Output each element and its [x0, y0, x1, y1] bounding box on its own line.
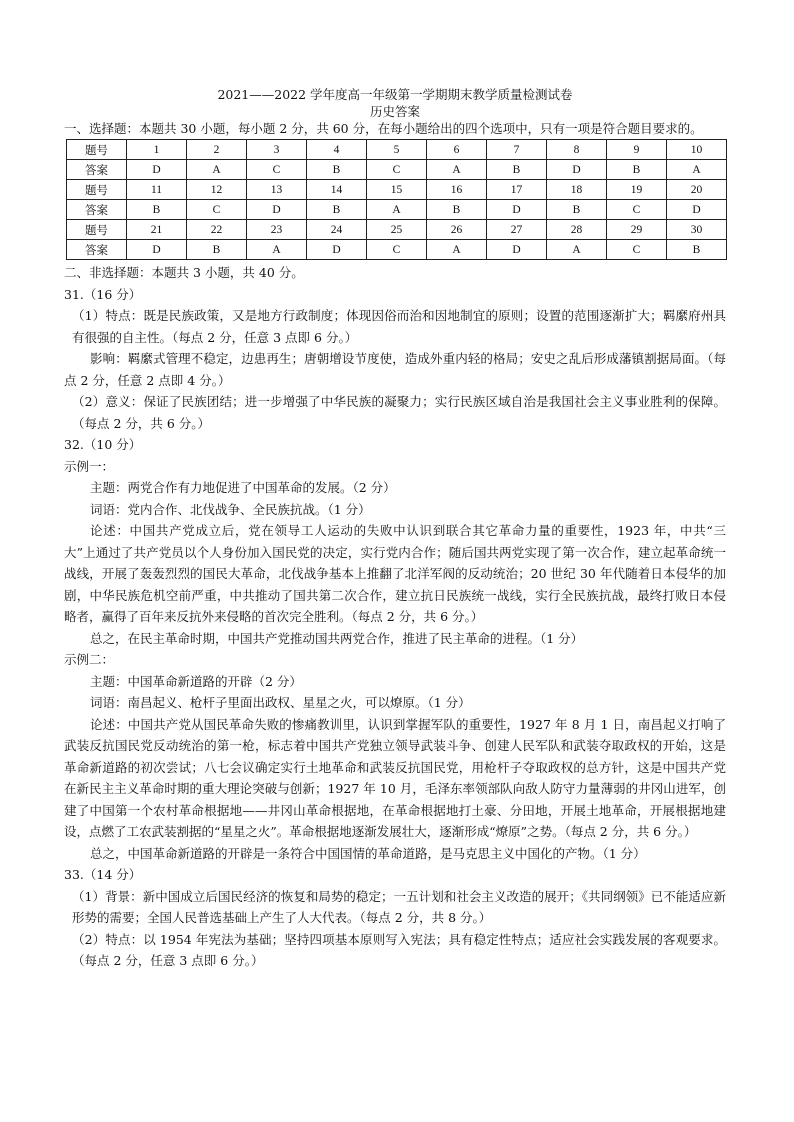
- question-number: 13: [247, 180, 307, 200]
- answer-cell: B: [427, 200, 487, 220]
- question-number: 24: [307, 220, 367, 240]
- question-number: 15: [367, 180, 427, 200]
- question-number: 3: [247, 140, 307, 160]
- question-number: 9: [607, 140, 667, 160]
- question-number: 28: [547, 220, 607, 240]
- answer-row: [67, 160, 727, 180]
- answer-row: [67, 240, 727, 260]
- answer-cell: D: [307, 240, 367, 260]
- question-number: 14: [307, 180, 367, 200]
- question-number: 12: [187, 180, 247, 200]
- q31-part1: （1）特点：既是民族政策，又是地方行政制度；体现因俗而治和因地制宜的原则；设置的范围逐渐扩大；羁縻府州具有很强的自主性。（每点 2 分，任意 3 点即 6 分。）: [72, 308, 726, 345]
- question-number: 4: [307, 140, 367, 160]
- question-number: 21: [127, 220, 187, 240]
- answer-cell: D: [247, 200, 307, 220]
- answer-cell: D: [127, 160, 187, 180]
- q32-example1-argument: 论述：中国共产党成立后，党在领导工人运动的失败中认识到联合其它革命力量的重要性，1923 年，中共“三大”上通过了共产党员以个人身份加入国民党的决定，实行党内合作；随后国共两党实现了第一次合作，建立起革命统一战线，开展了轰轰烈烈的国民大革命，北伐战争基本上推翻了北洋军阀的反动统治；20 世纪 30 年代随着日本侵华的加剧，中华民族危机空前严重，中共推动了国共第二次合作，建立抗日民族统一战线，实行全民族抗战，最终打败日本侵略者，赢得了百年来反抗外来侵略的首次完全胜利。（每点 2 分，共 6 分。）: [64, 523, 726, 624]
- answer-cell: D: [487, 200, 547, 220]
- question-number: 27: [487, 220, 547, 240]
- question-number: 16: [427, 180, 487, 200]
- q32-example1-theme: 主题：两党合作有力地促进了中国革命的发展。（2 分）: [90, 480, 396, 495]
- answer-row: [67, 200, 727, 220]
- answer-cell: B: [487, 160, 547, 180]
- answer-cell: B: [127, 200, 187, 220]
- answer-cell: C: [187, 200, 247, 220]
- answer-table: [66, 139, 727, 260]
- question-number: 7: [487, 140, 547, 160]
- row-label-answer: 答案: [67, 200, 127, 220]
- answer-cell: C: [607, 240, 667, 260]
- answer-cell: C: [367, 160, 427, 180]
- q33-heading: 33.（14 分）: [64, 867, 142, 882]
- question-number-row: [67, 140, 727, 160]
- q32-example2-words: 词语：南昌起义、枪杆子里面出政权、星星之火，可以燎原。（1 分）: [90, 695, 471, 710]
- question-number: 18: [547, 180, 607, 200]
- answer-cell: A: [247, 240, 307, 260]
- answer-cell: A: [367, 200, 427, 220]
- q32-example2-summary: 总之，中国革命新道路的开辟是一条符合中国国情的革命道路，是马克思主义中国化的产物。（1 分）: [90, 845, 646, 861]
- answer-cell: B: [307, 200, 367, 220]
- q32-heading: 32.（10 分）: [64, 437, 142, 452]
- row-label-question: 题号: [67, 180, 127, 200]
- answer-cell: A: [187, 160, 247, 180]
- question-number: 10: [667, 140, 727, 160]
- part1-instructions: 一、选择题：本题共 30 小题，每小题 2 分，共 60 分，在每小题给出的四个选项中，只有一项是符合题目要求的。: [64, 121, 703, 136]
- question-number: 5: [367, 140, 427, 160]
- q32-example1-summary: 总之，在民主革命时期，中国共产党推动国共两党合作，推进了民主革命的进程。（1 分）: [90, 630, 584, 646]
- answer-cell: D: [547, 160, 607, 180]
- answer-cell: C: [367, 240, 427, 260]
- answer-sheet: [64, 86, 726, 972]
- question-number-row: [67, 220, 727, 240]
- question-number: 25: [367, 220, 427, 240]
- answer-cell: A: [547, 240, 607, 260]
- question-number: 29: [607, 220, 667, 240]
- q32-example2-label: 示例二：: [64, 652, 115, 667]
- q32-example2-theme: 主题：中国革命新道路的开辟（2 分）: [90, 673, 302, 689]
- q33-part2: （2）特点：以 1954 年宪法为基础；坚持四项基本原则写入宪法；具有稳定性特点；适应社会实践发展的客观要求。（每点 2 分，任意 3 点即 6 分。）: [72, 931, 726, 968]
- answer-cell: B: [667, 240, 727, 260]
- answer-cell: A: [667, 160, 727, 180]
- question-number: 17: [487, 180, 547, 200]
- question-number: 30: [667, 220, 727, 240]
- row-label-answer: 答案: [67, 160, 127, 180]
- q32-example1-label: 示例一：: [64, 458, 115, 474]
- question-number: 19: [607, 180, 667, 200]
- exam-title: 2021——2022 学年度高一年级第一学期期末教学质量检测试卷: [217, 87, 573, 102]
- answer-cell: A: [427, 240, 487, 260]
- question-number: 11: [127, 180, 187, 200]
- row-label-question: 题号: [67, 140, 127, 160]
- answer-cell: A: [427, 160, 487, 180]
- answer-cell: B: [607, 160, 667, 180]
- answer-cell: B: [187, 240, 247, 260]
- q31-part2: （2）意义：保证了民族团结；进一步增强了中华民族的凝聚力；实行民族区域自治是我国社会主义事业胜利的保障。（每点 2 分，共 6 分。）: [72, 394, 726, 431]
- q31-heading: 31.（16 分）: [64, 286, 142, 302]
- question-number: 1: [127, 140, 187, 160]
- answer-cell: D: [487, 240, 547, 260]
- q33-part1: （1）背景：新中国成立后国民经济的恢复和局势的稳定；一五计划和社会主义改造的展开；《共同纲领》已不能适应新形势的需要；全国人民普选基础上产生了人大代表。（每点 2 分，共 8 分。）: [72, 888, 726, 925]
- question-number: 20: [667, 180, 727, 200]
- row-label-answer: 答案: [67, 240, 127, 260]
- part2-instructions: 二、非选择题：本题共 3 小题，共 40 分。: [64, 265, 304, 280]
- answer-cell: B: [307, 160, 367, 180]
- answer-cell: B: [547, 200, 607, 220]
- exam-subtitle: 历史答案: [369, 104, 420, 119]
- answer-cell: C: [607, 200, 667, 220]
- q31-influence: 影响：羁縻式管理不稳定，边患再生；唐朝增设节度使，造成外重内轻的格局；安史之乱后形成藩镇割据局面。（每点 2 分，任意 2 点即 4 分。）: [64, 351, 726, 388]
- question-number: 8: [547, 140, 607, 160]
- answer-cell: C: [247, 160, 307, 180]
- question-number: 6: [427, 140, 487, 160]
- q32-example1-words: 词语：党内合作、北伐战争、全民族抗战。（1 分）: [90, 501, 371, 517]
- question-number: 22: [187, 220, 247, 240]
- question-number-row: [67, 180, 727, 200]
- answer-cell: D: [127, 240, 187, 260]
- answer-cell: D: [667, 200, 727, 220]
- question-number: 2: [187, 140, 247, 160]
- row-label-question: 题号: [67, 220, 127, 240]
- question-number: 26: [427, 220, 487, 240]
- q32-example2-argument: 论述：中国共产党从国民革命失败的惨痛教训里，认识到掌握军队的重要性，1927 年 8 月 1 日，南昌起义打响了武装反抗国民党反动统治的第一枪，标志着中国共产党独立领导武装斗争、创建人民军队和武装夺取政权的开始，这是革命新道路的初次尝试；八七会议确定实行土地革命和武装反抗国民党，用枪杆子夺取政权的总方针，这是中国共产党在新民主主义革命时期的重大理论突破与创新；1927 年 10 月，毛泽东率领部队向敌人防守力量薄弱的井冈山进军，创建了中国第一个农村革命根据地——井冈山革命根据地，在革命根据地打土豪、分田地，开展土地革命，开展根据地建设，点燃了工农武装割据的“星星之火”。革命根据地逐渐发展壮大，逐渐形成“燎原”之势。（每点 2 分，共 6 分。）: [64, 716, 726, 839]
- question-number: 23: [247, 220, 307, 240]
